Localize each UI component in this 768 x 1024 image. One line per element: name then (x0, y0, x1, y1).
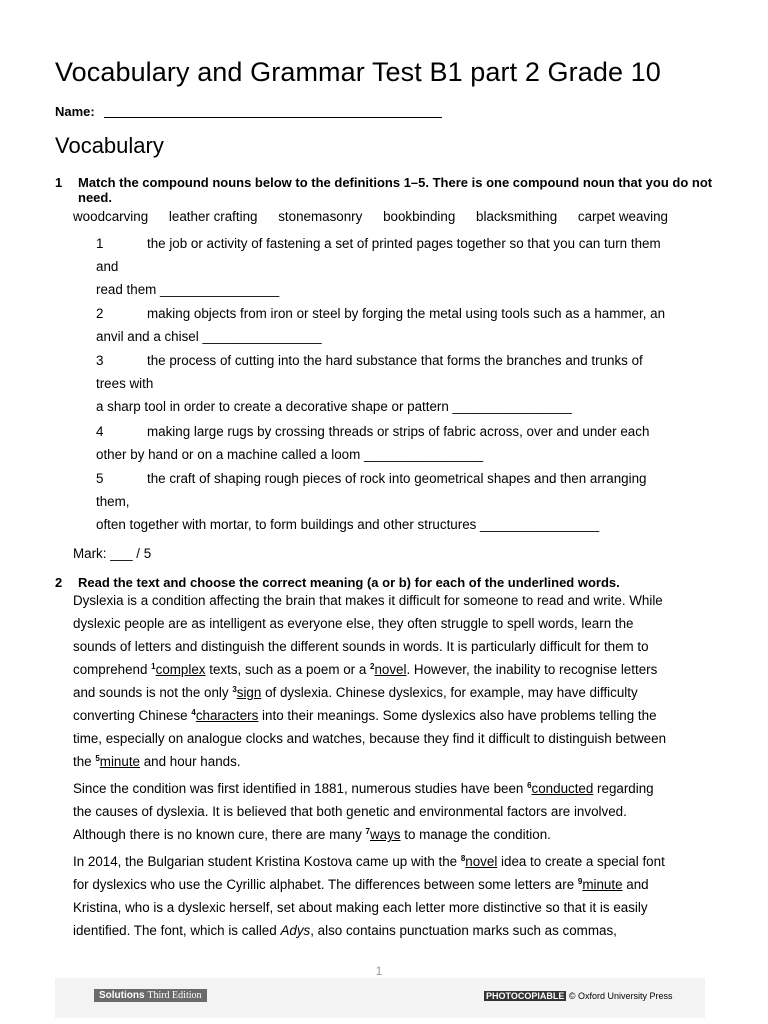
text-segment: for dyslexics who use the Cyrillic alphabet. The differences between some letters are (73, 877, 578, 892)
definition-answer-line[interactable]: read them ________________ (96, 282, 280, 297)
text-line (73, 823, 708, 846)
text-line (73, 681, 708, 704)
word-bank-item: leather crafting (168, 209, 258, 224)
text-line: the causes of dyslexia. It is believed that both genetic and environmental factors are involved. (73, 804, 627, 819)
definition-answer-line[interactable]: other by hand or on a machine called a loom ________________ (96, 447, 484, 462)
definition-text: the process of cutting into the hard substance that forms the branches and trunks of (147, 353, 643, 368)
definition-text: and (96, 259, 119, 274)
definition-number: 1 (96, 236, 104, 251)
text-segment: the (73, 754, 96, 769)
text-segment: . However, the inability to recognise letters (406, 662, 658, 677)
text-segment: identified. The font, which is called (73, 923, 281, 938)
text-line (73, 704, 708, 727)
definition-answer-line[interactable]: often together with mortar, to form buildings and other structures ________________ (96, 517, 600, 532)
question-instruction: Match the compound nouns below to the definitions 1–5. There is one compound noun that you do not need. (78, 175, 713, 205)
definition-text: the job or activity of fastening a set of printed pages together so that you can turn them (147, 236, 661, 251)
text-segment: comprehend (73, 662, 152, 677)
text-line: Kristina, who is a dyslexic herself, set about making each letter more distinctive so that it is easily (73, 900, 648, 915)
word-bank-item: woodcarving (73, 209, 149, 224)
question-instruction: Read the text and choose the correct meaning (a or b) for each of the underlined words. (78, 575, 620, 590)
text-line (73, 919, 708, 942)
page-number: 1 (375, 964, 383, 978)
mark-field[interactable]: Mark: ___ / 5 (73, 546, 152, 561)
text-segment: In 2014, the Bulgarian student Kristina Kostova came up with the (73, 854, 461, 869)
definition-answer-line[interactable]: a sharp tool in order to create a decorative shape or pattern ________________ (96, 399, 572, 414)
copyright-text: © Oxford University Press (568, 991, 673, 1001)
brand-logo (94, 989, 207, 1002)
page-title: Vocabulary and Grammar Test B1 part 2 Grade 10 (55, 57, 661, 87)
item-number: 9 (577, 877, 583, 886)
text-segment: idea to create a special font (497, 854, 665, 869)
photocopiable-tag: PHOTOCOPIABLE (486, 991, 565, 1001)
underlined-word: conducted (531, 781, 594, 796)
underlined-word: minute (582, 877, 623, 892)
brand-name: Solutions (99, 990, 145, 1001)
definition-item (96, 467, 708, 536)
definition-number: 5 (96, 471, 104, 486)
underlined-word: novel (465, 854, 498, 869)
text-segment: Although there is no known cure, there are many (73, 827, 366, 842)
section-heading-vocabulary: Vocabulary (55, 133, 164, 158)
text-line (73, 873, 708, 896)
definition-number: 3 (96, 353, 104, 368)
item-number: 6 (527, 781, 532, 790)
word-bank-item: stonemasonry (278, 209, 363, 224)
brand-edition: Third Edition (147, 990, 202, 1001)
definition-item (96, 302, 708, 348)
definition-answer-line[interactable]: anvil and a chisel ________________ (96, 329, 322, 344)
text-line (73, 850, 708, 873)
definition-text: them, (96, 494, 130, 509)
reading-paragraph (73, 589, 708, 773)
definition-item (96, 420, 708, 466)
underlined-word: sign (236, 685, 262, 700)
word-bank-item: blacksmithing (476, 209, 558, 224)
text-segment: into their meanings. Some dyslexics also have problems telling the (258, 708, 657, 723)
text-line (73, 777, 708, 800)
text-segment: regarding (593, 781, 654, 796)
name-field[interactable] (104, 104, 442, 118)
definition-item (96, 232, 708, 301)
item-number: 1 (151, 662, 156, 671)
item-number: 7 (365, 827, 370, 836)
copyright-notice (484, 991, 673, 1001)
definition-text: making objects from iron or steel by forging the metal using tools such as a hammer, an (147, 306, 666, 321)
text-line: dyslexic people are as intelligent as everyone else, they often struggle to spell words, learn the (73, 616, 634, 631)
item-number: 4 (191, 708, 196, 717)
text-segment: and sounds is not the only (73, 685, 233, 700)
underlined-word: ways (369, 827, 401, 842)
text-segment: and (622, 877, 649, 892)
name-label: Name: (55, 104, 95, 119)
font-name: Adys (280, 923, 311, 938)
item-number: 2 (370, 662, 375, 671)
underlined-word: characters (195, 708, 259, 723)
item-number: 3 (232, 685, 237, 694)
text-line: time, especially on analogue clocks and watches, because they find it difficult to distinguish between (73, 731, 667, 746)
definition-number: 2 (96, 306, 104, 321)
underlined-word: novel (374, 662, 407, 677)
text-segment: to manage the condition. (400, 827, 551, 842)
text-line (73, 658, 708, 681)
word-bank-item: bookbinding (383, 209, 456, 224)
reading-paragraph (73, 850, 708, 942)
text-segment: texts, such as a poem or a (205, 662, 370, 677)
item-number: 5 (95, 754, 100, 763)
definition-number: 4 (96, 424, 104, 439)
text-segment: , also contains punctuation marks such as commas, (310, 923, 617, 938)
text-segment: and hour hands. (140, 754, 241, 769)
text-segment: of dyslexia. Chinese dyslexics, for example, may have difficulty (261, 685, 638, 700)
item-number: 8 (460, 854, 466, 863)
underlined-word: complex (155, 662, 206, 677)
definition-text: trees with (96, 376, 154, 391)
text-segment: converting Chinese (73, 708, 192, 723)
word-bank-item: carpet weaving (577, 209, 668, 224)
definition-text: making large rugs by crossing threads or strips of fabric across, over and under each (147, 424, 650, 439)
text-line (73, 750, 708, 773)
text-segment: Since the condition was first identified in 1881, numerous studies have been (73, 781, 528, 796)
text-line: Dyslexia is a condition affecting the brain that makes it difficult for someone to read and write. While (73, 593, 663, 608)
definition-text: the craft of shaping rough pieces of rock into geometrical shapes and then arranging (147, 471, 647, 486)
question-number: 1 (55, 175, 63, 190)
reading-paragraph (73, 777, 708, 846)
word-bank (73, 209, 668, 224)
text-line: sounds of letters and distinguish the different sounds in words. It is particularly difficult for them to (73, 639, 649, 654)
underlined-word: minute (99, 754, 140, 769)
definition-item (96, 349, 708, 418)
question-number: 2 (55, 575, 63, 590)
